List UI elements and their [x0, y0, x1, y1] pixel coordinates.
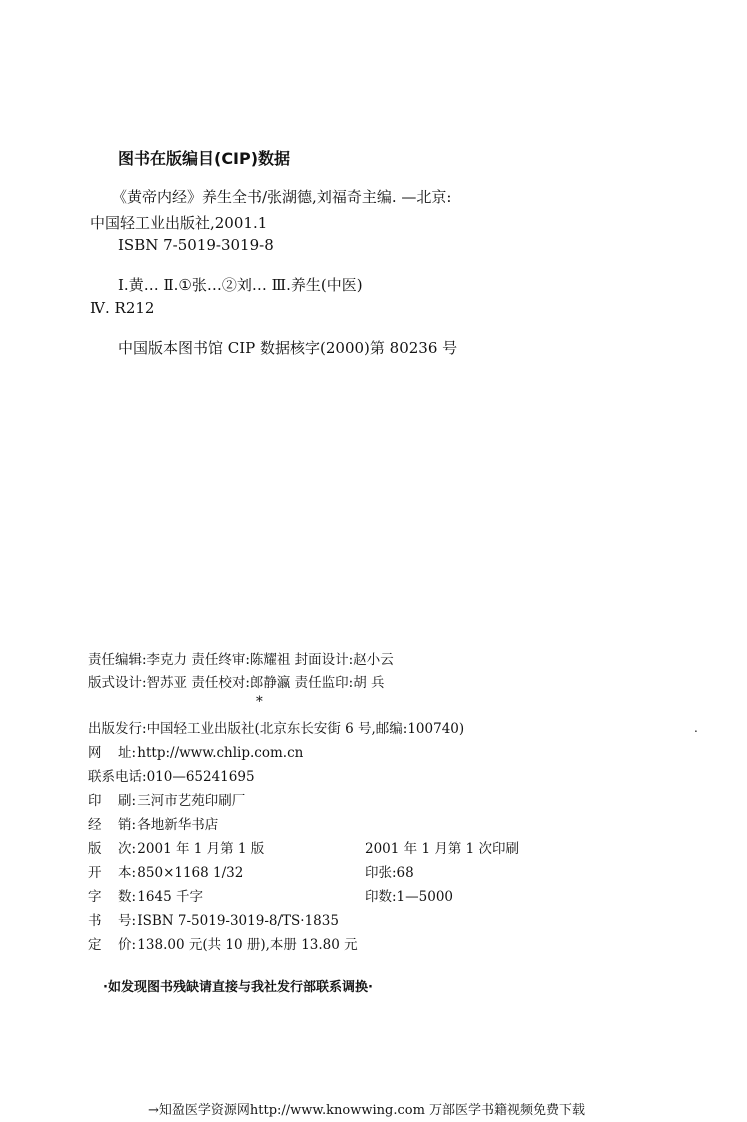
printer-label-a: 印: [88, 793, 102, 809]
format-label-a: 开: [88, 865, 102, 881]
isbn-label-b: 号:: [118, 913, 137, 929]
footer-watermark-link[interactable]: →知盈医学资源网http://www.knowwing.com 万部医学书籍视频免费下载: [148, 1103, 586, 1118]
words-label-a: 字: [88, 889, 102, 905]
isbn-label-a: 书: [88, 913, 102, 929]
edition-row: [88, 837, 519, 857]
format-label-b: 本:: [118, 865, 137, 881]
asterisk-separator: *: [256, 694, 263, 710]
website-row: [88, 741, 303, 761]
publisher-label: 出版发行:: [88, 721, 147, 737]
website-label-b: 址:: [118, 745, 137, 761]
cip-line-4: Ⅰ.黄… Ⅱ.①张…②刘… Ⅲ.养生(中医): [118, 276, 363, 294]
cip-line-2: 中国轻工业出版社,2001.1: [90, 214, 268, 232]
price-label-b: 价:: [118, 937, 137, 953]
publisher-row: [88, 717, 464, 737]
words-row: [88, 885, 453, 905]
credits-design: 版式设计:智苏亚 责任校对:郎静瀛 责任监印:胡 兵: [88, 675, 385, 691]
website-value: http://www.chlip.com.cn: [137, 745, 304, 761]
cip-line-6: 中国版本图书馆 CIP 数据核字(2000)第 80236 号: [118, 339, 458, 357]
cip-line-5: Ⅳ. R212: [90, 299, 155, 317]
website-label-a: 网: [88, 745, 102, 761]
printer-label-b: 刷:: [118, 793, 137, 809]
publisher-value: 中国轻工业出版社(北京东长安街 6 号,邮编:100740): [146, 721, 465, 737]
return-notice: ·如发现图书残缺请直接与我社发行部联系调换·: [103, 980, 373, 995]
print-run-value: 印数:1—5000: [365, 889, 453, 905]
printer-value: 三河市艺苑印刷厂: [137, 793, 246, 809]
credits-editors: 责任编辑:李克力 责任终审:陈耀祖 封面设计:赵小云: [88, 652, 394, 668]
phone-row: [88, 765, 255, 785]
distributor-value: 各地新华书店: [137, 817, 219, 833]
distributor-label-a: 经: [88, 817, 102, 833]
price-value: 138.00 元(共 10 册),本册 13.80 元: [137, 937, 358, 953]
edition-label-a: 版: [88, 841, 102, 857]
price-label-a: 定: [88, 937, 102, 953]
format-value: 850×1168 1/32: [137, 865, 244, 881]
format-row: [88, 861, 414, 881]
words-label-b: 数:: [118, 889, 137, 905]
cip-title: 图书在版编目(CIP)数据: [118, 149, 291, 168]
isbn-row: [88, 909, 339, 929]
sheets-value: 印张:68: [365, 865, 414, 881]
phone-label: 联系电话:: [88, 769, 147, 785]
isbn-value: ISBN 7-5019-3019-8/TS·1835: [137, 913, 339, 929]
distributor-row: [88, 813, 218, 833]
cip-line-3: ISBN 7-5019-3019-8: [118, 236, 274, 254]
edition-value: 2001 年 1 月第 1 版: [137, 841, 265, 857]
phone-value: 010—65241695: [146, 769, 255, 785]
distributor-label-b: 销:: [118, 817, 137, 833]
printing-value: 2001 年 1 月第 1 次印刷: [365, 841, 519, 857]
words-value: 1645 千字: [137, 889, 203, 905]
cip-line-1: 《黄帝内经》养生全书/张湖德,刘福奇主编. —北京:: [112, 188, 452, 206]
edition-label-b: 次:: [118, 841, 137, 857]
stray-dot: .: [694, 721, 698, 735]
printer-row: [88, 789, 245, 809]
price-row: [88, 933, 358, 953]
